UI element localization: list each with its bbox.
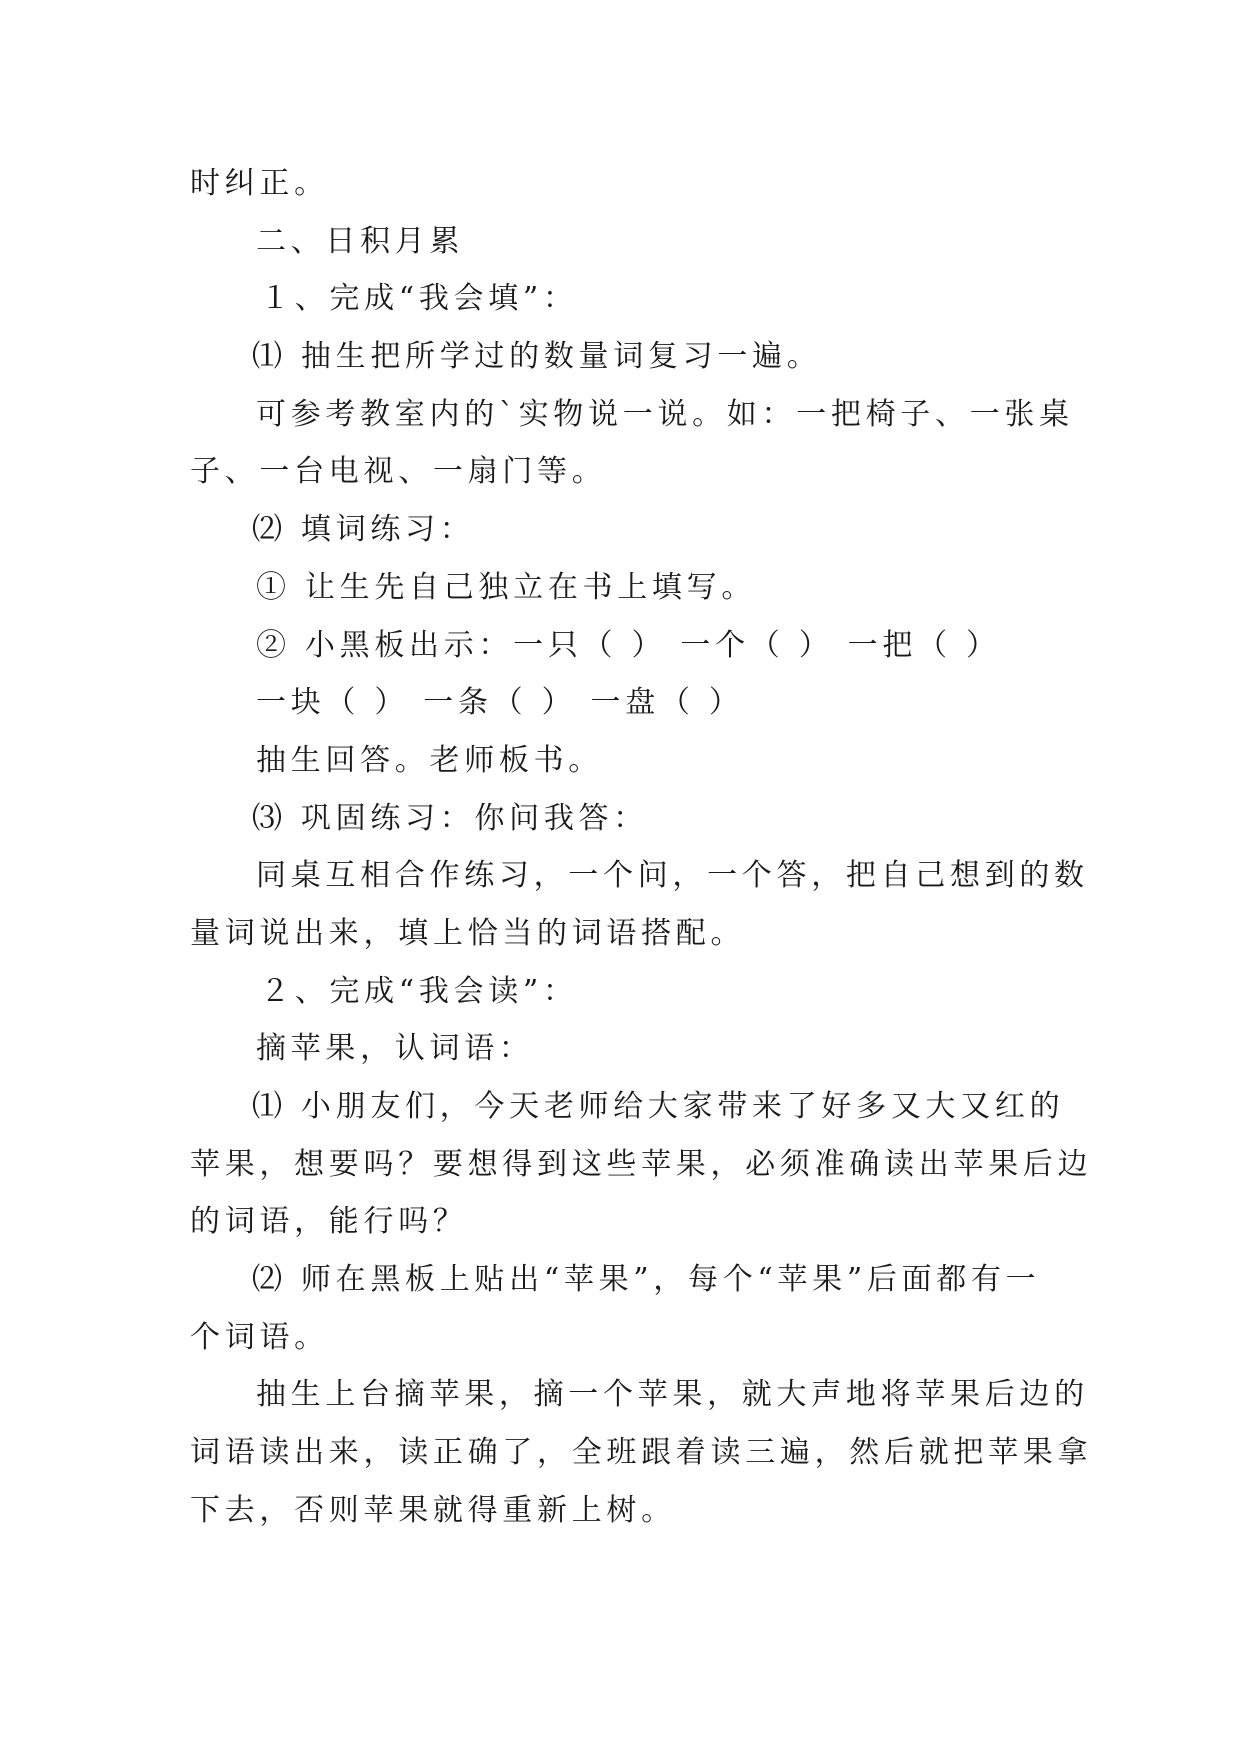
document-body (190, 155, 1093, 1540)
text-line: 词语读出来，读正确了，全班跟着读三遍，然后就把苹果拿 (190, 1435, 1093, 1471)
text-line: 一块（ ） 一条（ ） 一盘（ ） (256, 685, 744, 721)
text-line: 同桌互相合作练习，一个问，一个答，把自己想到的数 (256, 858, 1089, 894)
numbered-item: ⑵ 填词练习： (252, 512, 475, 548)
text-line: 个词语。 (190, 1319, 329, 1355)
text-line: 摘苹果，认词语： (256, 1031, 534, 1067)
numbered-item: ⑵ 师在黑板上贴出“苹果”，每个“苹果”后面都有一 (252, 1262, 1041, 1298)
section-heading: 二、日积月累 (256, 223, 465, 259)
text-line: 的词语，能行吗？ (190, 1204, 468, 1240)
circled-item: ② 小黑板出示：一只（ ） 一个（ ） 一把（ ） (256, 627, 1001, 663)
numbered-item: ⑴ 抽生把所学过的数量词复习一遍。 (252, 339, 822, 375)
text-line: 苹果，想要吗？要想得到这些苹果，必须准确读出苹果后边 (190, 1146, 1093, 1182)
numbered-item: ⑶ 巩固练习：你问我答： (252, 800, 648, 836)
text-line: 时纠正。 (190, 166, 329, 201)
text-line: 抽生回答。老师板书。 (256, 742, 603, 778)
numbered-item: ⑴ 小朋友们，今天老师给大家带来了好多又大又红的 (252, 1089, 1065, 1124)
text-line: 可参考教室内的`实物说一说。如：一把椅子、一张桌 (256, 396, 1074, 432)
subsection-heading: ２、完成“我会读”： (260, 973, 578, 1009)
text-line: 量词说出来，填上恰当的词语搭配。 (190, 915, 746, 951)
text-line: 下去，否则苹果就得重新上树。 (190, 1492, 676, 1528)
text-line: 子、一台电视、一扇门等。 (190, 454, 607, 490)
text-line: 抽生上台摘苹果，摘一个苹果，就大声地将苹果后边的 (256, 1377, 1089, 1413)
subsection-heading: １、完成“我会填”： (260, 281, 578, 317)
circled-item: ① 让生先自己独立在书上填写。 (256, 569, 757, 605)
